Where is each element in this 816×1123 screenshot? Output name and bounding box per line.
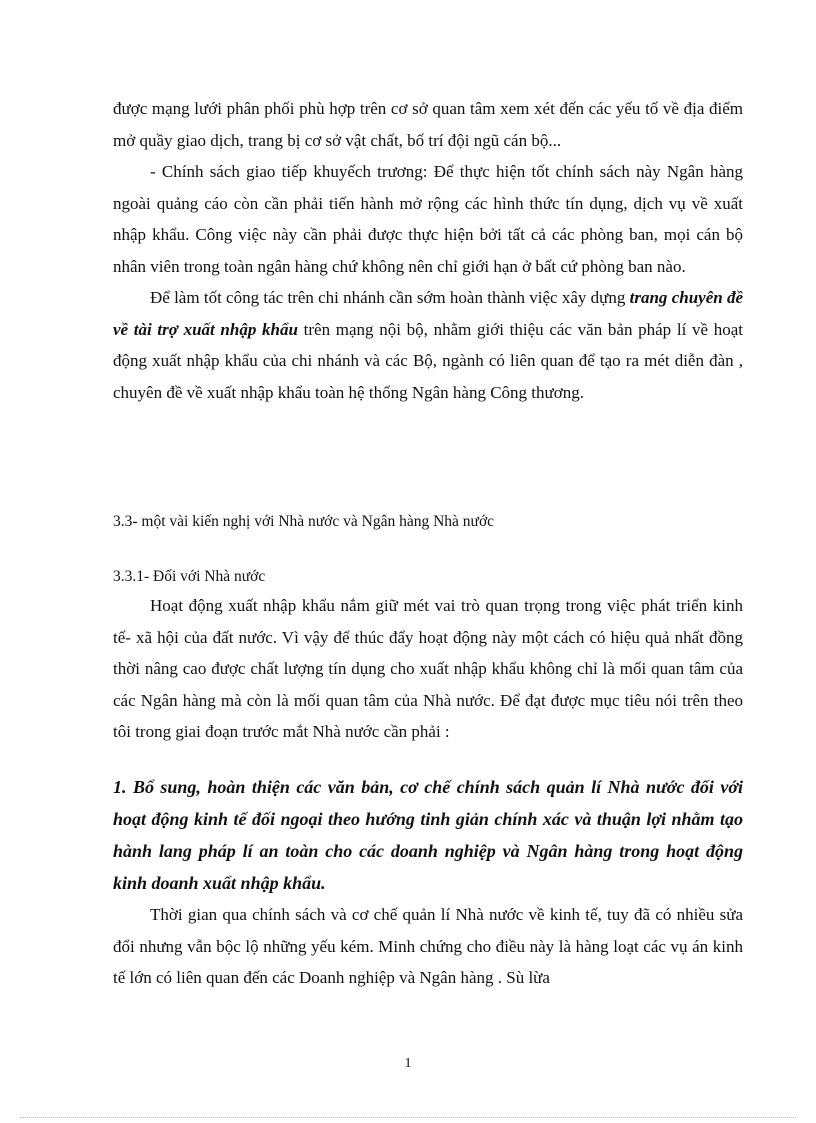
section-heading-3-3: 3.3- một vài kiến nghị với Nhà nước và Ngân hàng Nhà nước <box>113 513 495 530</box>
body-text <box>113 93 743 408</box>
paragraph-branch-task-rest: trên mạng nội bộ, nhằm giới thiệu các văn bản pháp lí về hoạt động xuất nhập khẩu của chi nhánh và các Bộ, ngành có liên quan để tạo ra mét diễn đàn , chuyên đề về xuất nhập khẩu toàn hệ thống Ngân hàng Công thương. <box>113 319 744 402</box>
state-recommendation-intro <box>113 590 743 748</box>
page-bottom-divider <box>20 1117 796 1118</box>
paragraph-branch-task <box>113 282 743 408</box>
paragraph-continuation: được mạng lưới phân phối phù hợp trên cơ sở quan tâm xem xét đến các yếu tố về địa điểm mở quầy giao dịch, trang bị cơ sở vật chất, bố trí đội ngũ cán bộ... <box>113 99 743 150</box>
item-1-heading: 1. Bổ sung, hoàn thiện các văn bản, cơ chế chính sách quản lí Nhà nước đối với hoạt động kinh tế đối ngoại theo hướng tinh giản chính xác và thuận lợi nhằm tạo hành lang pháp lí an toàn cho các doanh nghiệp và Ngân hàng trong hoạt động kinh doanh xuất nhập khẩu. <box>113 777 743 893</box>
paragraph-policy-weakness: Thời gian qua chính sách và cơ chế quản lí Nhà nước về kinh tế, tuy đã có nhiều sửa đổi nhưng vẫn bộc lộ những yếu kém. Minh chứng cho điều này là hàng loạt các vụ án kinh tế lớn có liên quan đến các Doanh nghiệp và Ngân hàng . Sù lừa <box>113 905 743 987</box>
paragraph-branch-task-lead: Để làm tốt công tác trên chi nhánh cần sớm hoàn thành việc xây dựng <box>150 288 630 307</box>
subsection-heading-3-3-1: 3.3.1- Đối với Nhà nước <box>113 568 266 585</box>
paragraph-export-import-role: Hoạt động xuất nhập khẩu nắm giữ mét vai trò quan trọng trong việc phát triển kinh tế- xã hội của đất nước. Vì vậy để thúc đẩy hoạt động này một cách có hiệu quả nhất đồng thời nâng cao được chất lượng tín dụng cho xuất nhập khẩu không chỉ là mối quan tâm của các Ngân hàng mà còn là mối quan tâm của Nhà nước. Để đạt được mục tiêu nói trên theo tôi trong giai đoạn trước mắt Nhà nước cần phải : <box>113 596 743 741</box>
paragraph-communication-policy: - Chính sách giao tiếp khuyếch trương: Để thực hiện tốt chính sách này Ngân hàng ngoài quảng cáo còn cần phải tiến hành mở rộng các hình thức tín dụng, dịch vụ về xuất nhập khẩu. Công việc này cần phải được thực hiện bởi tất cả các phòng ban, mọi cán bộ nhân viên trong toàn ngân hàng chứ không nên chỉ giới hạn ở bất cứ phòng ban nào. <box>113 162 743 276</box>
recommendation-item-1 <box>113 771 743 994</box>
page-number: 1 <box>404 1056 412 1071</box>
emphasis-trade-finance-page: trang chuyên đề về tài trợ xuất nhập khẩu <box>113 288 744 339</box>
